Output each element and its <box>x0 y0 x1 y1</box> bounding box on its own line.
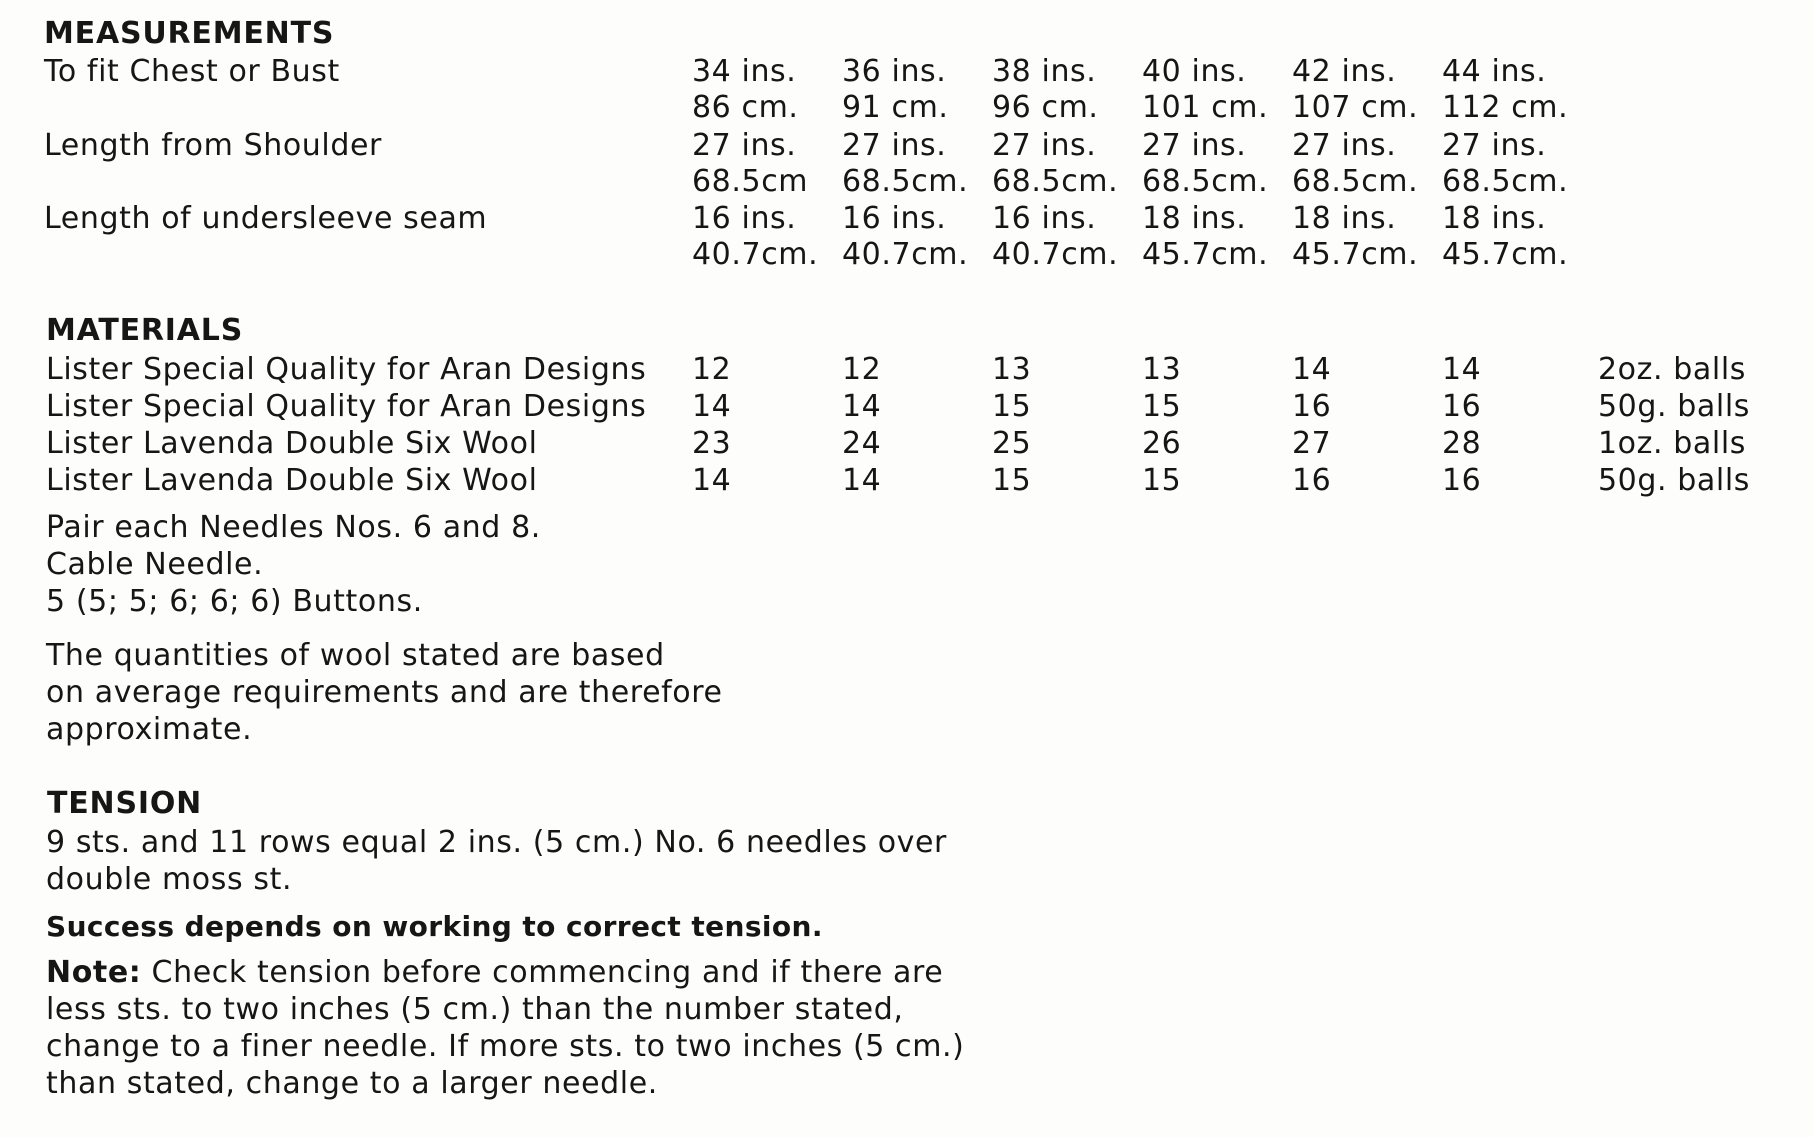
material-cell: 15 <box>992 389 1032 424</box>
measurement-cell: 27 ins. <box>692 128 797 163</box>
measurement-row-label: Length of undersleeve seam <box>44 201 488 236</box>
needles-line: Pair each Needles Nos. 6 and 8. <box>46 510 541 545</box>
material-row <box>0 463 1813 500</box>
material-unit: 1oz. balls <box>1598 426 1746 461</box>
material-cell: 14 <box>692 389 732 424</box>
quantity-note-line-1: The quantities of wool stated are based <box>46 638 665 673</box>
material-cell: 27 <box>1292 426 1332 461</box>
measurement-cell: 91 cm. <box>842 90 949 125</box>
measurement-row <box>0 237 1813 274</box>
measurement-cell: 38 ins. <box>992 54 1097 89</box>
measurement-cell: 16 ins. <box>692 201 797 236</box>
measurement-cell: 68.5cm. <box>992 164 1119 199</box>
measurement-cell: 68.5cm <box>692 164 809 199</box>
measurement-cell: 18 ins. <box>1292 201 1397 236</box>
measurement-cell: 101 cm. <box>1142 90 1269 125</box>
measurement-cell: 45.7cm. <box>1292 237 1419 272</box>
material-cell: 28 <box>1442 426 1482 461</box>
measurement-cell: 107 cm. <box>1292 90 1419 125</box>
material-cell: 16 <box>1292 463 1332 498</box>
material-unit: 50g. balls <box>1598 463 1751 498</box>
material-row-label: Lister Lavenda Double Six Wool <box>46 463 538 498</box>
measurement-cell: 27 ins. <box>1442 128 1547 163</box>
measurement-cell: 68.5cm. <box>1292 164 1419 199</box>
measurement-cell: 18 ins. <box>1142 201 1247 236</box>
material-row <box>0 426 1813 463</box>
material-row-label: Lister Special Quality for Aran Designs <box>46 389 647 424</box>
material-row <box>0 389 1813 426</box>
material-cell: 15 <box>992 463 1032 498</box>
measurement-row <box>0 201 1813 238</box>
measurement-cell: 40.7cm. <box>842 237 969 272</box>
material-cell: 12 <box>842 352 882 387</box>
measurement-row-label: To fit Chest or Bust <box>44 54 340 89</box>
note-line-2: less sts. to two inches (5 cm.) than the number stated, <box>46 992 904 1027</box>
measurement-row <box>0 164 1813 201</box>
material-unit: 2oz. balls <box>1598 352 1746 387</box>
note-text-1: Check tension before commencing and if there are <box>141 955 944 990</box>
note-line-3: change to a finer needle. If more sts. to two inches (5 cm.) <box>46 1029 965 1064</box>
material-cell: 25 <box>992 426 1032 461</box>
measurement-cell: 45.7cm. <box>1442 237 1569 272</box>
material-cell: 15 <box>1142 389 1182 424</box>
measurements-heading: MEASUREMENTS <box>44 16 335 51</box>
measurement-cell: 27 ins. <box>992 128 1097 163</box>
material-cell: 24 <box>842 426 882 461</box>
measurement-row <box>0 54 1813 91</box>
measurement-cell: 27 ins. <box>842 128 947 163</box>
material-row-label: Lister Lavenda Double Six Wool <box>46 426 538 461</box>
success-statement: Success depends on working to correct tension. <box>46 910 823 943</box>
material-cell: 16 <box>1442 389 1482 424</box>
measurement-cell: 36 ins. <box>842 54 947 89</box>
note-line-1 <box>46 955 943 991</box>
material-cell: 14 <box>842 389 882 424</box>
measurement-cell: 16 ins. <box>842 201 947 236</box>
material-row <box>0 352 1813 389</box>
measurement-cell: 86 cm. <box>692 90 799 125</box>
material-cell: 23 <box>692 426 732 461</box>
measurement-cell: 16 ins. <box>992 201 1097 236</box>
material-row-label: Lister Special Quality for Aran Designs <box>46 352 647 387</box>
measurement-row-label: Length from Shoulder <box>44 128 382 163</box>
material-cell: 26 <box>1142 426 1182 461</box>
measurement-cell: 18 ins. <box>1442 201 1547 236</box>
buttons-line: 5 (5; 5; 6; 6; 6) Buttons. <box>46 584 423 619</box>
measurement-cell: 40.7cm. <box>992 237 1119 272</box>
measurement-row <box>0 90 1813 127</box>
measurement-cell: 34 ins. <box>692 54 797 89</box>
measurement-cell: 68.5cm. <box>842 164 969 199</box>
measurement-cell: 45.7cm. <box>1142 237 1269 272</box>
measurement-cell: 68.5cm. <box>1442 164 1569 199</box>
tension-heading: TENSION <box>47 786 203 821</box>
material-cell: 16 <box>1442 463 1482 498</box>
measurement-cell: 40 ins. <box>1142 54 1247 89</box>
material-cell: 14 <box>1442 352 1482 387</box>
tension-line-2: double moss st. <box>46 862 293 897</box>
quantity-note-line-2: on average requirements and are therefore <box>46 675 723 710</box>
cable-needle-line: Cable Needle. <box>46 547 264 582</box>
note-line-4: than stated, change to a larger needle. <box>46 1066 658 1101</box>
material-cell: 14 <box>692 463 732 498</box>
material-cell: 13 <box>992 352 1032 387</box>
quantity-note-line-3: approximate. <box>46 712 253 747</box>
material-cell: 16 <box>1292 389 1332 424</box>
materials-heading: MATERIALS <box>46 313 244 348</box>
measurement-cell: 40.7cm. <box>692 237 819 272</box>
tension-line-1: 9 sts. and 11 rows equal 2 ins. (5 cm.) No. 6 needles over <box>46 825 947 860</box>
measurement-cell: 27 ins. <box>1292 128 1397 163</box>
measurement-cell: 96 cm. <box>992 90 1099 125</box>
measurement-cell: 44 ins. <box>1442 54 1547 89</box>
material-cell: 15 <box>1142 463 1182 498</box>
measurement-row <box>0 128 1813 165</box>
material-unit: 50g. balls <box>1598 389 1751 424</box>
note-label: Note: <box>46 955 142 990</box>
material-cell: 13 <box>1142 352 1182 387</box>
material-cell: 14 <box>842 463 882 498</box>
measurement-cell: 68.5cm. <box>1142 164 1269 199</box>
measurement-cell: 42 ins. <box>1292 54 1397 89</box>
measurement-cell: 112 cm. <box>1442 90 1569 125</box>
measurement-cell: 27 ins. <box>1142 128 1247 163</box>
material-cell: 12 <box>692 352 732 387</box>
material-cell: 14 <box>1292 352 1332 387</box>
